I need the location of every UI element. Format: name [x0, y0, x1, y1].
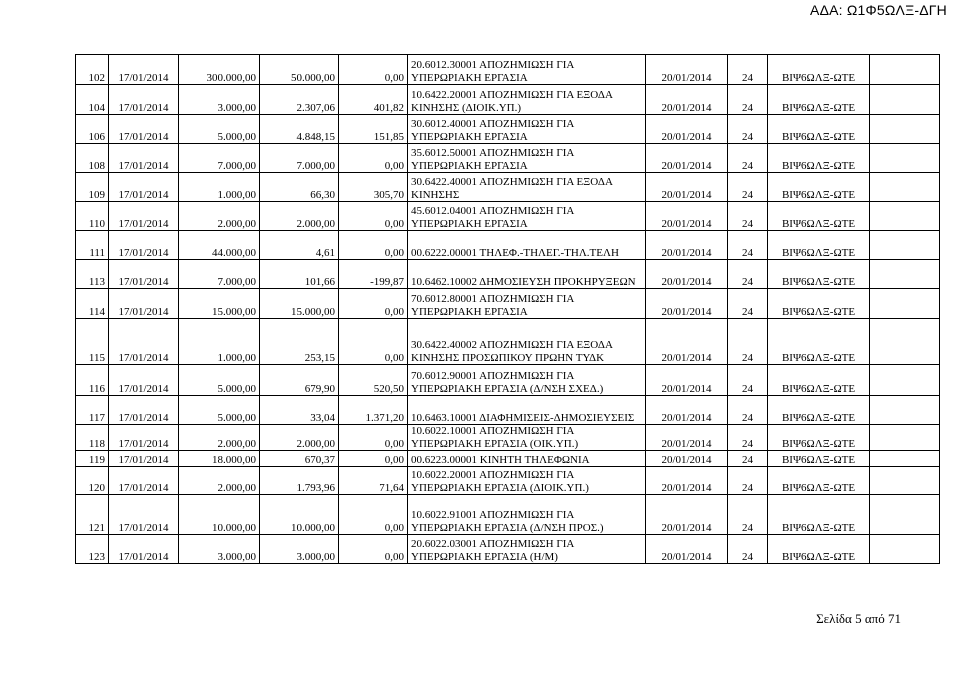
account-description: 45.6012.04001 ΑΠΟΖΗΜΙΩΣΗ ΓΙΑ ΥΠΕΡΩΡΙΑΚΗ ΕΡΓΑΣΙΑ	[408, 202, 646, 231]
row-number: 123	[76, 535, 109, 564]
amount-committed: 2.000,00	[260, 202, 339, 231]
amount-remaining: 0,00	[339, 535, 408, 564]
approval-date: 20/01/2014	[646, 231, 728, 260]
amount-budgeted: 300.000,00	[179, 55, 260, 85]
amount-budgeted: 3.000,00	[179, 535, 260, 564]
entry-date: 17/01/2014	[109, 365, 179, 396]
session-number: 24	[728, 535, 768, 564]
amount-committed: 2.000,00	[260, 425, 339, 451]
amount-committed: 3.000,00	[260, 535, 339, 564]
session-number: 24	[728, 55, 768, 85]
empty-cell	[870, 289, 940, 319]
amount-remaining: -199,87	[339, 260, 408, 289]
ada-code: ΒΙΨ6ΩΛΞ-ΩΤΕ	[768, 365, 870, 396]
amount-remaining: 520,50	[339, 365, 408, 396]
session-number: 24	[728, 495, 768, 535]
amount-budgeted: 1.000,00	[179, 173, 260, 202]
approval-date: 20/01/2014	[646, 173, 728, 202]
entry-date: 17/01/2014	[109, 535, 179, 564]
amount-committed: 4,61	[260, 231, 339, 260]
amount-committed: 1.793,96	[260, 467, 339, 495]
approval-date: 20/01/2014	[646, 55, 728, 85]
amount-budgeted: 3.000,00	[179, 85, 260, 115]
account-description: 30.6422.40001 ΑΠΟΖΗΜΙΩΣΗ ΓΙΑ ΕΞΟΔΑ ΚΙΝΗΣΗΣ	[408, 173, 646, 202]
account-description: 20.6012.30001 ΑΠΟΖΗΜΙΩΣΗ ΓΙΑ ΥΠΕΡΩΡΙΑΚΗ ΕΡΓΑΣΙΑ	[408, 55, 646, 85]
session-number: 24	[728, 451, 768, 467]
session-number: 24	[728, 173, 768, 202]
session-number: 24	[728, 319, 768, 365]
account-description: 30.6012.40001 ΑΠΟΖΗΜΙΩΣΗ ΓΙΑ ΥΠΕΡΩΡΙΑΚΗ ΕΡΓΑΣΙΑ	[408, 115, 646, 144]
amount-remaining: 0,00	[339, 202, 408, 231]
amount-remaining: 0,00	[339, 495, 408, 535]
row-number: 114	[76, 289, 109, 319]
ada-code: ΒΙΨ6ΩΛΞ-ΩΤΕ	[768, 495, 870, 535]
session-number: 24	[728, 260, 768, 289]
session-number: 24	[728, 425, 768, 451]
ada-code: ΒΙΨ6ΩΛΞ-ΩΤΕ	[768, 173, 870, 202]
table-row	[76, 451, 940, 467]
ada-code: ΒΙΨ6ΩΛΞ-ΩΤΕ	[768, 202, 870, 231]
empty-cell	[870, 85, 940, 115]
approval-date: 20/01/2014	[646, 85, 728, 115]
account-description: 10.6463.10001 ΔΙΑΦΗΜΙΣΕΙΣ-ΔΗΜΟΣΙΕΥΣΕΙΣ	[408, 396, 646, 425]
amount-budgeted: 5.000,00	[179, 365, 260, 396]
empty-cell	[870, 202, 940, 231]
ada-code: ΒΙΨ6ΩΛΞ-ΩΤΕ	[768, 144, 870, 173]
table-row	[76, 55, 940, 85]
entry-date: 17/01/2014	[109, 396, 179, 425]
row-number: 115	[76, 319, 109, 365]
empty-cell	[870, 495, 940, 535]
row-number: 120	[76, 467, 109, 495]
account-description: 35.6012.50001 ΑΠΟΖΗΜΙΩΣΗ ΓΙΑ ΥΠΕΡΩΡΙΑΚΗ ΕΡΓΑΣΙΑ	[408, 144, 646, 173]
table-row	[76, 85, 940, 115]
empty-cell	[870, 55, 940, 85]
approval-date: 20/01/2014	[646, 289, 728, 319]
row-number: 110	[76, 202, 109, 231]
amount-budgeted: 7.000,00	[179, 260, 260, 289]
entry-date: 17/01/2014	[109, 55, 179, 85]
entry-date: 17/01/2014	[109, 289, 179, 319]
session-number: 24	[728, 289, 768, 319]
row-number: 106	[76, 115, 109, 144]
table-row	[76, 535, 940, 564]
entry-date: 17/01/2014	[109, 115, 179, 144]
account-description: 10.6462.10002 ΔΗΜΟΣΙΕΥΣΗ ΠΡΟΚΗΡΥΞΕΩΝ	[408, 260, 646, 289]
amount-remaining: 0,00	[339, 425, 408, 451]
row-number: 108	[76, 144, 109, 173]
approval-date: 20/01/2014	[646, 365, 728, 396]
ada-code: ΒΙΨ6ΩΛΞ-ΩΤΕ	[768, 451, 870, 467]
ada-code: ΒΙΨ6ΩΛΞ-ΩΤΕ	[768, 115, 870, 144]
amount-remaining: 0,00	[339, 319, 408, 365]
budget-table	[75, 54, 940, 564]
amount-remaining: 0,00	[339, 451, 408, 467]
account-description: 00.6222.00001 ΤΗΛΕΦ.-ΤΗΛΕΓ.-ΤΗΛ.ΤΕΛΗ	[408, 231, 646, 260]
amount-committed: 33,04	[260, 396, 339, 425]
amount-remaining: 0,00	[339, 144, 408, 173]
approval-date: 20/01/2014	[646, 319, 728, 365]
table-row	[76, 319, 940, 365]
amount-remaining: 1.371,20	[339, 396, 408, 425]
account-description: 30.6422.40002 ΑΠΟΖΗΜΙΩΣΗ ΓΙΑ ΕΞΟΔΑ ΚΙΝΗΣΗΣ ΠΡΟΣΩΠΙΚΟΥ ΠΡΩΗΝ ΤΥΔΚ	[408, 319, 646, 365]
empty-cell	[870, 115, 940, 144]
table-row	[76, 115, 940, 144]
table-row	[76, 289, 940, 319]
amount-remaining: 0,00	[339, 55, 408, 85]
entry-date: 17/01/2014	[109, 467, 179, 495]
amount-committed: 50.000,00	[260, 55, 339, 85]
entry-date: 17/01/2014	[109, 260, 179, 289]
amount-committed: 101,66	[260, 260, 339, 289]
amount-budgeted: 44.000,00	[179, 231, 260, 260]
approval-date: 20/01/2014	[646, 495, 728, 535]
entry-date: 17/01/2014	[109, 173, 179, 202]
table-row	[76, 495, 940, 535]
row-number: 116	[76, 365, 109, 396]
amount-budgeted: 7.000,00	[179, 144, 260, 173]
ada-code: ΒΙΨ6ΩΛΞ-ΩΤΕ	[768, 231, 870, 260]
approval-date: 20/01/2014	[646, 535, 728, 564]
ada-code: ΒΙΨ6ΩΛΞ-ΩΤΕ	[768, 319, 870, 365]
amount-remaining: 151,85	[339, 115, 408, 144]
approval-date: 20/01/2014	[646, 202, 728, 231]
amount-budgeted: 1.000,00	[179, 319, 260, 365]
session-number: 24	[728, 365, 768, 396]
amount-remaining: 305,70	[339, 173, 408, 202]
row-number: 118	[76, 425, 109, 451]
approval-date: 20/01/2014	[646, 396, 728, 425]
table-row	[76, 396, 940, 425]
approval-date: 20/01/2014	[646, 451, 728, 467]
table-row	[76, 144, 940, 173]
amount-committed: 679,90	[260, 365, 339, 396]
row-number: 119	[76, 451, 109, 467]
amount-remaining: 0,00	[339, 289, 408, 319]
ada-code: ΒΙΨ6ΩΛΞ-ΩΤΕ	[768, 425, 870, 451]
page-number: Σελίδα 5 από 71	[816, 611, 901, 626]
approval-date: 20/01/2014	[646, 115, 728, 144]
ada-code: ΒΙΨ6ΩΛΞ-ΩΤΕ	[768, 260, 870, 289]
ada-code: ΒΙΨ6ΩΛΞ-ΩΤΕ	[768, 535, 870, 564]
entry-date: 17/01/2014	[109, 451, 179, 467]
ada-code: ΒΙΨ6ΩΛΞ-ΩΤΕ	[768, 85, 870, 115]
empty-cell	[870, 467, 940, 495]
amount-budgeted: 2.000,00	[179, 425, 260, 451]
amount-budgeted: 2.000,00	[179, 202, 260, 231]
empty-cell	[870, 451, 940, 467]
entry-date: 17/01/2014	[109, 85, 179, 115]
amount-remaining: 0,00	[339, 231, 408, 260]
empty-cell	[870, 365, 940, 396]
row-number: 104	[76, 85, 109, 115]
entry-date: 17/01/2014	[109, 231, 179, 260]
amount-committed: 2.307,06	[260, 85, 339, 115]
amount-budgeted: 5.000,00	[179, 396, 260, 425]
row-number: 102	[76, 55, 109, 85]
amount-remaining: 71,64	[339, 467, 408, 495]
table-row	[76, 365, 940, 396]
session-number: 24	[728, 202, 768, 231]
amount-budgeted: 15.000,00	[179, 289, 260, 319]
session-number: 24	[728, 85, 768, 115]
session-number: 24	[728, 396, 768, 425]
amount-budgeted: 18.000,00	[179, 451, 260, 467]
session-number: 24	[728, 467, 768, 495]
account-description: 70.6012.90001 ΑΠΟΖΗΜΙΩΣΗ ΓΙΑ ΥΠΕΡΩΡΙΑΚΗ ΕΡΓΑΣΙΑ (Δ/ΝΣΗ ΣΧΕΔ.)	[408, 365, 646, 396]
row-number: 111	[76, 231, 109, 260]
ada-header: ΑΔΑ: Ω1Φ5ΩΛΞ-ΔΓΗ	[810, 2, 947, 18]
empty-cell	[870, 396, 940, 425]
amount-budgeted: 2.000,00	[179, 467, 260, 495]
amount-committed: 253,15	[260, 319, 339, 365]
amount-committed: 4.848,15	[260, 115, 339, 144]
approval-date: 20/01/2014	[646, 425, 728, 451]
amount-committed: 66,30	[260, 173, 339, 202]
account-description: 20.6022.03001 ΑΠΟΖΗΜΙΩΣΗ ΓΙΑ ΥΠΕΡΩΡΙΑΚΗ ΕΡΓΑΣΙΑ (Η/Μ)	[408, 535, 646, 564]
account-description: 10.6022.10001 ΑΠΟΖΗΜΙΩΣΗ ΓΙΑ ΥΠΕΡΩΡΙΑΚΗ ΕΡΓΑΣΙΑ (ΟΙΚ.ΥΠ.)	[408, 425, 646, 451]
table-row	[76, 425, 940, 451]
empty-cell	[870, 173, 940, 202]
row-number: 121	[76, 495, 109, 535]
ada-code: ΒΙΨ6ΩΛΞ-ΩΤΕ	[768, 467, 870, 495]
entry-date: 17/01/2014	[109, 202, 179, 231]
row-number: 113	[76, 260, 109, 289]
session-number: 24	[728, 231, 768, 260]
table-row	[76, 231, 940, 260]
ada-code: ΒΙΨ6ΩΛΞ-ΩΤΕ	[768, 289, 870, 319]
session-number: 24	[728, 115, 768, 144]
entry-date: 17/01/2014	[109, 144, 179, 173]
amount-committed: 7.000,00	[260, 144, 339, 173]
account-description: 10.6022.20001 ΑΠΟΖΗΜΙΩΣΗ ΓΙΑ ΥΠΕΡΩΡΙΑΚΗ ΕΡΓΑΣΙΑ (ΔΙΟΙΚ.ΥΠ.)	[408, 467, 646, 495]
approval-date: 20/01/2014	[646, 467, 728, 495]
account-description: 10.6422.20001 ΑΠΟΖΗΜΙΩΣΗ ΓΙΑ ΕΞΟΔΑ ΚΙΝΗΣΗΣ (ΔΙΟΙΚ.ΥΠ.)	[408, 85, 646, 115]
account-description: 00.6223.00001 ΚΙΝΗΤΗ ΤΗΛΕΦΩΝΙΑ	[408, 451, 646, 467]
session-number: 24	[728, 144, 768, 173]
empty-cell	[870, 144, 940, 173]
empty-cell	[870, 425, 940, 451]
table-row	[76, 173, 940, 202]
table-row	[76, 467, 940, 495]
empty-cell	[870, 260, 940, 289]
table-row	[76, 260, 940, 289]
amount-budgeted: 5.000,00	[179, 115, 260, 144]
empty-cell	[870, 231, 940, 260]
approval-date: 20/01/2014	[646, 260, 728, 289]
row-number: 109	[76, 173, 109, 202]
empty-cell	[870, 535, 940, 564]
account-description: 10.6022.91001 ΑΠΟΖΗΜΙΩΣΗ ΓΙΑ ΥΠΕΡΩΡΙΑΚΗ ΕΡΓΑΣΙΑ (Δ/ΝΣΗ ΠΡΟΣ.)	[408, 495, 646, 535]
entry-date: 17/01/2014	[109, 495, 179, 535]
amount-committed: 15.000,00	[260, 289, 339, 319]
approval-date: 20/01/2014	[646, 144, 728, 173]
table-row	[76, 202, 940, 231]
account-description: 70.6012.80001 ΑΠΟΖΗΜΙΩΣΗ ΓΙΑ ΥΠΕΡΩΡΙΑΚΗ ΕΡΓΑΣΙΑ	[408, 289, 646, 319]
amount-remaining: 401,82	[339, 85, 408, 115]
entry-date: 17/01/2014	[109, 319, 179, 365]
empty-cell	[870, 319, 940, 365]
amount-committed: 10.000,00	[260, 495, 339, 535]
row-number: 117	[76, 396, 109, 425]
ada-code: ΒΙΨ6ΩΛΞ-ΩΤΕ	[768, 55, 870, 85]
entry-date: 17/01/2014	[109, 425, 179, 451]
amount-budgeted: 10.000,00	[179, 495, 260, 535]
amount-committed: 670,37	[260, 451, 339, 467]
ada-code: ΒΙΨ6ΩΛΞ-ΩΤΕ	[768, 396, 870, 425]
